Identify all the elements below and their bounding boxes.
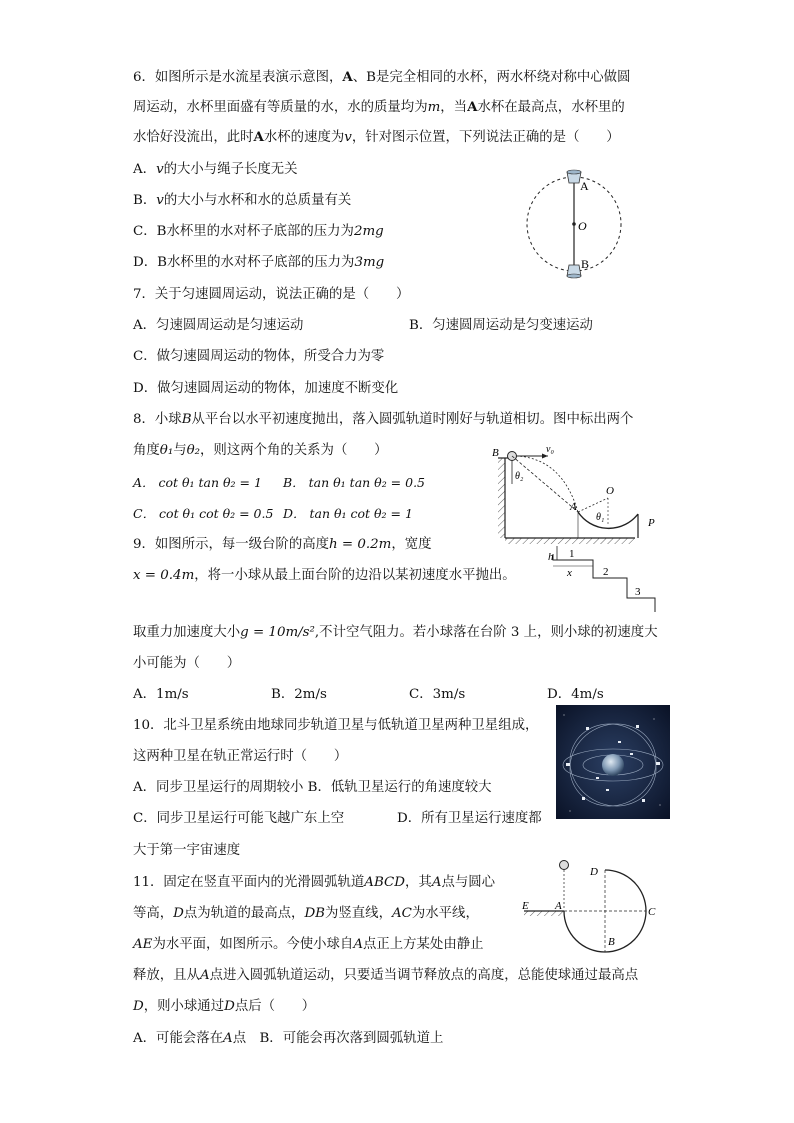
q6-line2: 周运动，水杯里面盛有等质量的水，水的质量均为m，当A水杯在最高点，水杯里的: [133, 99, 625, 115]
q8-displacement-line: [512, 456, 578, 512]
q11-arc-track-figure: [520, 855, 660, 955]
q6-line1: 6．如图所示是水流星表演示意图，A、B是完全相同的水杯，两水杯绕对称中心做圆: [133, 69, 631, 85]
q9-line3: 取重力加速度大小g = 10m/s²,不计空气阻力。若小球落在台阶 3 上，则小球的初速度大: [133, 625, 658, 640]
q6-option-b: B．v的大小与水杯和水的总质量有关: [133, 193, 352, 208]
q8-projectile-track-figure: [488, 444, 666, 550]
q6-water-meteor-figure: [520, 168, 630, 280]
q11-line2: 等高，D点为轨道的最高点，DB为竖直线，AC为水平线，: [133, 906, 479, 921]
q10-satellite-orbit-image: [556, 705, 670, 819]
q8-label-v0: v₀: [546, 444, 554, 455]
q9-steps: [553, 554, 655, 612]
q6-line3: 水恰好没流出，此时A水杯的速度为v，针对图示位置，下列说法正确的是（ ）: [133, 129, 620, 145]
q8-ground-hatch: [505, 538, 635, 544]
q8-line2: 角度θ₁与θ₂，则这两个角的关系为（ ）: [133, 443, 388, 458]
q8-option-c: C． cot θ₁ cot θ₂ = 0.5: [133, 506, 274, 521]
q9-line2: x = 0.4m，将一小球从最上面台阶的边沿以某初速度水平抛出。: [133, 568, 516, 583]
q9-line1: 9．如图所示，每一级台阶的高度h = 0.2m，宽度: [133, 537, 432, 552]
q11-ball: [560, 861, 569, 870]
q9-label-h: h: [548, 551, 554, 563]
q8-label-p: P: [648, 517, 655, 529]
q8-label-theta2: θ₂: [515, 471, 524, 482]
q6-label-a: A: [580, 179, 589, 193]
q8-trajectory: [516, 456, 578, 512]
q6-cup-b: [567, 265, 581, 278]
q11-line6: A．可能会落在A点 B．可能会再次落到圆弧轨道上: [133, 1031, 444, 1046]
q9-stairs-figure: [535, 546, 665, 620]
q8-option-b: B． tan θ₁ tan θ₂ = 0.5: [283, 475, 426, 490]
q6-option-a: A．v的大小与绳子长度无关: [133, 162, 298, 177]
q8-label-a: A: [570, 501, 577, 513]
q7-option-a: A．匀速圆周运动是匀速运动: [133, 318, 304, 333]
q6-label-b: B: [581, 257, 590, 271]
q6-option-c: C．B水杯里的水对杯子底部的压力为2mg: [133, 224, 384, 239]
q6-center-dot: [572, 222, 576, 226]
q10-line5: 大于第一宇宙速度: [133, 843, 241, 858]
q8-label-o: O: [606, 485, 614, 497]
q9-line4: 小可能为（ ）: [133, 656, 241, 671]
q8-option-d: D． tan θ₁ cot θ₂ = 1: [283, 506, 413, 521]
q8-label-theta1: θ₁: [596, 512, 605, 523]
q6-option-d: D．B水杯里的水对杯子底部的压力为3mg: [133, 255, 385, 270]
q9-option-b: B．2m/s: [271, 687, 327, 702]
q10-line1: 10．北斗卫星系统由地球同步轨道卫星与低轨道卫星两种卫星组成，: [133, 718, 539, 733]
q8-label-b: B: [492, 447, 499, 459]
q9-option-c: C．3m/s: [409, 687, 466, 702]
q10-earth: [602, 754, 624, 776]
q8-option-a: A． cot θ₁ tan θ₂ = 1: [133, 475, 262, 490]
q6-cup-a: [567, 170, 581, 183]
q9-label-step3: 3: [635, 586, 641, 598]
q6-label-o: O: [578, 219, 587, 233]
q9-label-step2: 2: [603, 566, 609, 578]
q7-option-b: B．匀速圆周运动是匀变速运动: [409, 318, 593, 333]
q9-label-x: x: [567, 567, 572, 579]
q11-line4: 释放，且从A点进入圆弧轨道运动，只要适当调节释放点的高度，总能使球通过最高点: [133, 968, 639, 983]
q11-label-e: E: [522, 900, 529, 912]
q10-line2: 这两种卫星在轨正常运行时（ ）: [133, 749, 348, 764]
q7-option-d: D．做匀速圆周运动的物体，加速度不断变化: [133, 381, 399, 396]
q11-label-b: B: [608, 936, 615, 948]
q10-line4-d: D．所有卫星运行速度都: [397, 811, 542, 826]
q9-option-a: A．1m/s: [133, 687, 189, 702]
q8-platform-hatch: [498, 458, 505, 538]
q9-label-step1: 1: [569, 548, 575, 560]
q11-label-d: D: [590, 866, 598, 878]
q11-label-c: C: [648, 906, 656, 918]
q10-line4-c: C．同步卫星运行可能飞越广东上空: [133, 811, 345, 826]
q11-line1: 11．固定在竖直平面内的光滑圆弧轨道ABCD，其A点与圆心: [133, 875, 496, 890]
q8-line1: 8．小球B从平台以水平初速度抛出，落入圆弧轨道时刚好与轨道相切。图中标出两个: [133, 412, 634, 427]
q11-line5: D，则小球通过D点后（ ）: [133, 999, 316, 1014]
q7-option-c: C．做匀速圆周运动的物体，所受合力为零: [133, 349, 385, 364]
q9-option-d: D．4m/s: [547, 687, 604, 702]
q8-radius-line: [578, 498, 608, 512]
q10-line3: A．同步卫星运行的周期较小 B．低轨卫星运行的角速度较大: [133, 780, 492, 795]
q11-line3: AE为水平面，如图所示。今使小球自A点正上方某处由静止: [133, 937, 484, 952]
q7-stem: 7．关于匀速圆周运动，说法正确的是（ ）: [133, 287, 410, 302]
q11-label-a: A: [555, 900, 562, 912]
